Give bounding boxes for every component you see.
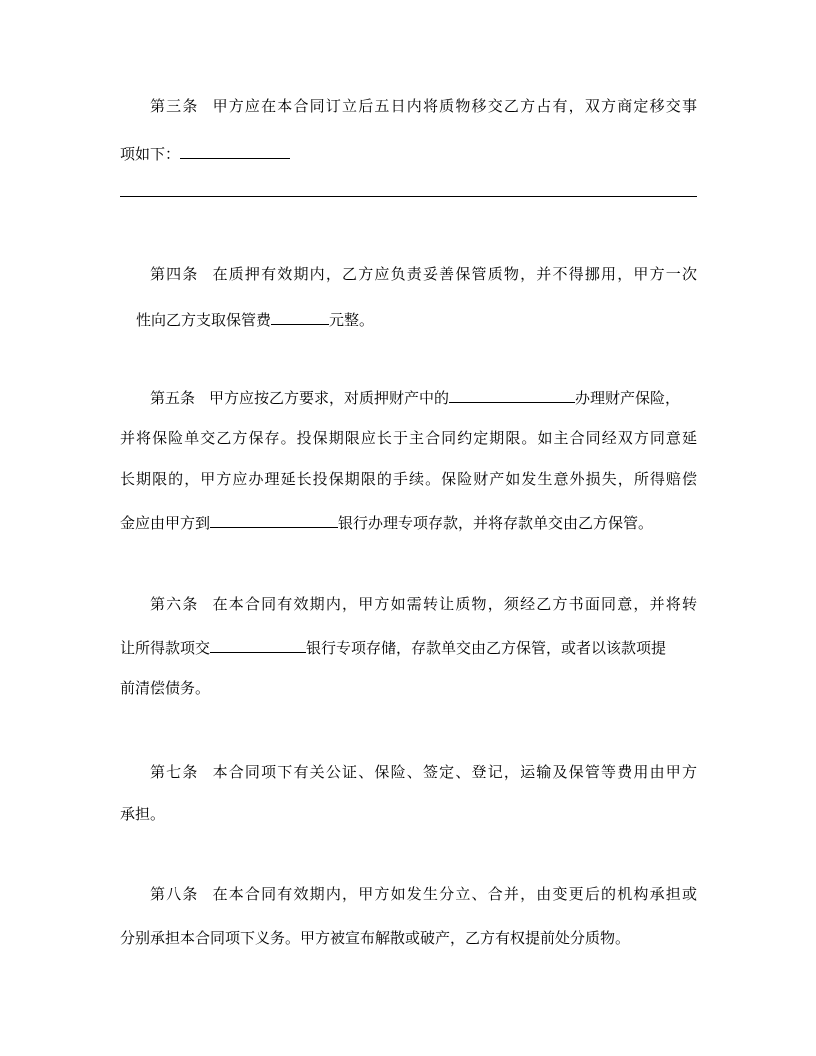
article-5-text-1b: 办理财产保险， — [575, 389, 681, 407]
transfer-bank-blank[interactable] — [210, 636, 306, 653]
article-8-label: 第八条 — [150, 885, 199, 903]
article-3-line-2 — [120, 142, 290, 162]
handover-items-blank[interactable] — [180, 142, 290, 159]
article-3-text-1: 甲方应在本合同订立后五日内将质物移交乙方占有，双方商定移交事 — [212, 97, 697, 115]
article-5-text-4b: 银行办理专项存款，并将存款单交由乙方保管。 — [338, 514, 654, 532]
article-5-line-1 — [150, 386, 680, 406]
article-5-line-2 — [120, 428, 697, 448]
article-4-text-2b: 元整。 — [329, 311, 375, 329]
article-7-text-2: 承担。 — [120, 805, 166, 823]
article-8-line-2 — [120, 928, 630, 948]
deposit-bank-blank[interactable] — [210, 511, 338, 528]
article-3-text-2: 项如下： — [120, 145, 181, 163]
article-5-text-1a: 甲方应按乙方要求，对质押财产中的 — [209, 389, 450, 407]
article-7-line-1 — [150, 762, 697, 782]
article-3-line-1 — [150, 96, 697, 116]
article-4-line-1 — [150, 264, 697, 284]
insured-property-blank[interactable] — [449, 386, 575, 403]
article-6-line-3 — [120, 678, 210, 698]
article-8-text-2: 分别承担本合同项下义务。甲方被宣布解散或破产，乙方有权提前处分质物。 — [120, 929, 631, 947]
article-7-text-1: 本合同项下有关公证、保险、签定、登记，运输及保管等费用由甲方 — [212, 763, 697, 781]
article-6-text-2b: 银行专项存储，存款单交由乙方保管，或者以该款项提 — [306, 639, 667, 657]
article-4-label: 第四条 — [150, 265, 199, 283]
article-6-text-3: 前清偿债务。 — [120, 679, 211, 697]
article-6-text-1: 在本合同有效期内，甲方如需转让质物，须经乙方书面同意，并将转 — [212, 595, 697, 613]
article-8-line-1 — [150, 884, 697, 904]
storage-fee-blank[interactable] — [271, 308, 329, 325]
article-5-text-4a: 金应由甲方到 — [120, 514, 211, 532]
article-5-line-4 — [120, 511, 653, 531]
article-6-text-2a: 让所得款项交 — [120, 639, 211, 657]
article-5-line-3 — [120, 469, 697, 489]
article-6-line-2 — [120, 636, 666, 656]
article-5-text-2: 并将保险单交乙方保存。投保期限应长于主合同约定期限。如主合同经双方同意延 — [120, 429, 697, 447]
article-4-line-2 — [136, 308, 374, 328]
article-4-text-1: 在质押有效期内，乙方应负责妥善保管质物，并不得挪用，甲方一次 — [212, 265, 697, 283]
article-6-line-1 — [150, 594, 697, 614]
article-6-label: 第六条 — [150, 595, 199, 613]
handover-items-blank-line[interactable] — [120, 196, 697, 197]
article-5-label: 第五条 — [150, 389, 196, 407]
article-3-label: 第三条 — [150, 97, 199, 115]
article-8-text-1: 在本合同有效期内，甲方如发生分立、合并，由变更后的机构承担或 — [212, 885, 697, 903]
article-4-text-2a: 性向乙方支取保管费 — [136, 311, 272, 329]
article-5-text-3: 长期限的，甲方应办理延长投保期限的手续。保险财产如发生意外损失，所得赔偿 — [120, 470, 697, 488]
article-7-line-2 — [120, 804, 165, 824]
article-7-label: 第七条 — [150, 763, 199, 781]
